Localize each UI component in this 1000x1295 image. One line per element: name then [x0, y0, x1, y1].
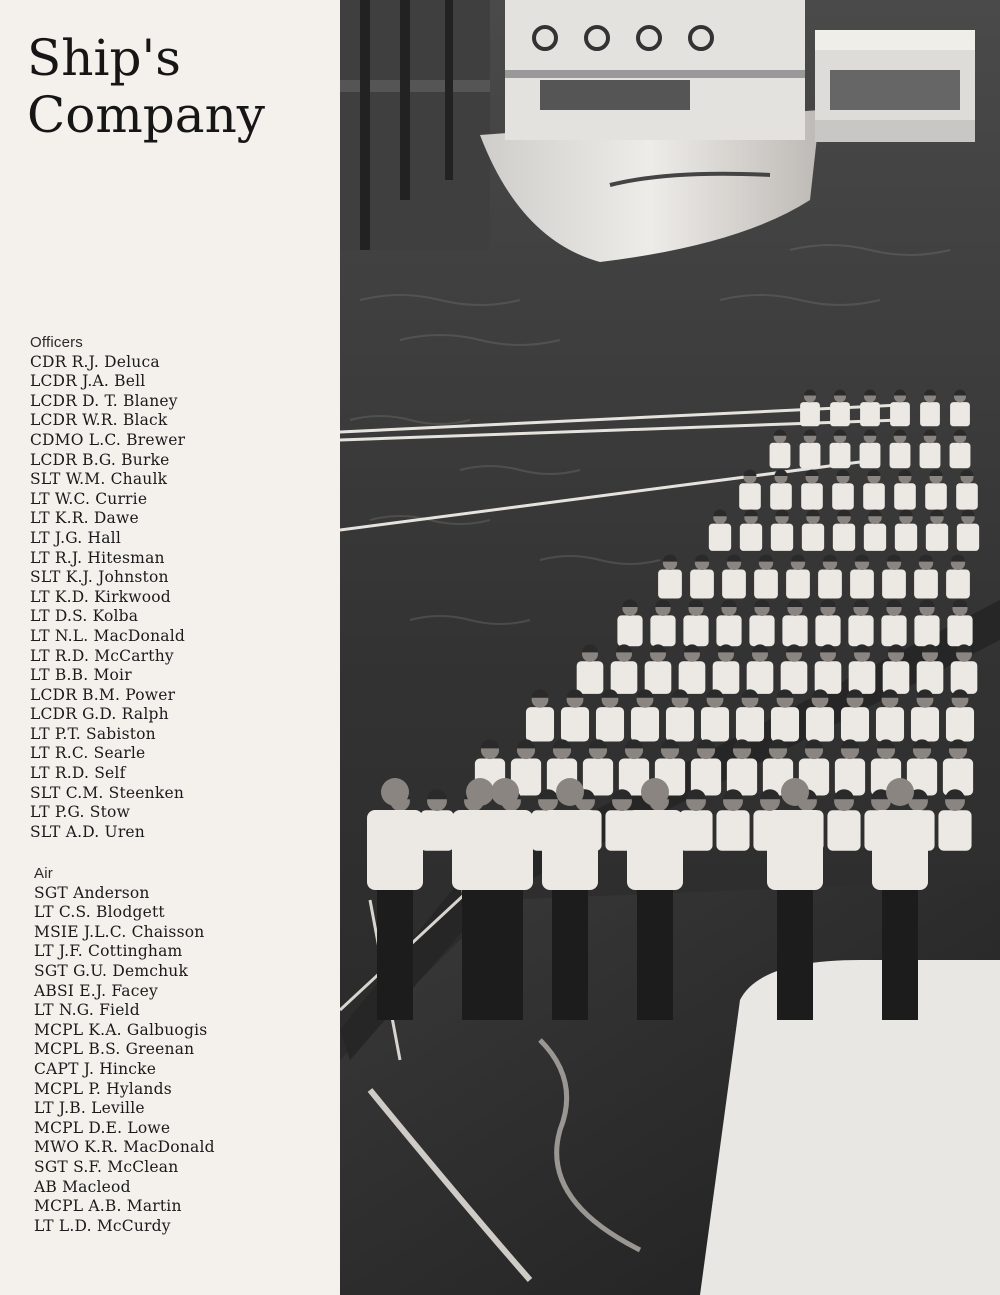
- title-line-2: Company: [27, 86, 266, 144]
- officers-name: LT K.D. Kirkwood: [30, 587, 171, 606]
- officers-name: LT R.D. McCarthy: [30, 646, 174, 665]
- air-name: LT L.D. McCurdy: [34, 1216, 171, 1235]
- air-name: LT C.S. Blodgett: [34, 903, 165, 922]
- title-line-1: Ship's: [27, 29, 181, 87]
- officers-heading: Officers: [30, 334, 84, 351]
- air-name: SGT G.U. Demchuk: [34, 961, 189, 980]
- officers-list: [30, 353, 185, 843]
- officers-name: LCDR W.R. Black: [30, 411, 168, 430]
- officers-name: LT B.B. Moir: [30, 666, 132, 685]
- officers-name: SLT C.M. Steenken: [30, 783, 184, 802]
- air-name: LT J.B. Leville: [34, 1099, 145, 1118]
- officers-name: LCDR J.A. Bell: [30, 372, 146, 391]
- officers-name: CDMO L.C. Brewer: [30, 430, 186, 449]
- air-name: MCPL P. Hylands: [34, 1079, 172, 1098]
- air-name: CAPT J. Hincke: [34, 1059, 157, 1078]
- officers-name: LT D.S. Kolba: [30, 607, 139, 626]
- air-name: MSIE J.L.C. Chaisson: [34, 922, 205, 941]
- air-name: MCPL A.B. Martin: [34, 1197, 182, 1216]
- air-name: AB Macleod: [34, 1177, 131, 1196]
- officers-name: LT R.C. Searle: [30, 744, 146, 763]
- page-title: [27, 30, 265, 144]
- officers-name: LT N.L. MacDonald: [30, 626, 185, 645]
- officers-name: LT J.G. Hall: [30, 528, 121, 547]
- officers-name: SLT W.M. Chaulk: [30, 470, 168, 489]
- officers-name: LCDR B.G. Burke: [30, 450, 170, 469]
- officers-name: LT K.R. Dawe: [30, 509, 139, 528]
- air-roster: [34, 864, 215, 1236]
- air-heading: Air: [34, 865, 53, 882]
- officers-name: LCDR D. T. Blaney: [30, 391, 178, 410]
- air-name: ABSI E.J. Facey: [34, 981, 158, 1000]
- air-name: SGT Anderson: [34, 883, 150, 902]
- officers-name: LCDR B.M. Power: [30, 685, 176, 704]
- officers-name: LT R.D. Self: [30, 764, 126, 783]
- air-name: LT J.F. Cottingham: [34, 942, 183, 961]
- officers-name: LT W.C. Currie: [30, 489, 148, 508]
- officers-name: CDR R.J. Deluca: [30, 352, 160, 371]
- air-list: [34, 884, 215, 1237]
- crew-photograph: [340, 0, 1000, 1295]
- officers-name: LCDR G.D. Ralph: [30, 705, 169, 724]
- ship-superstructure: [700, 960, 1000, 1295]
- air-name: LT N.G. Field: [34, 1001, 140, 1020]
- officers-name: LT R.J. Hitesman: [30, 548, 165, 567]
- officers-roster: [30, 333, 185, 842]
- air-name: MCPL B.S. Greenan: [34, 1040, 195, 1059]
- air-name: MWO K.R. MacDonald: [34, 1138, 215, 1157]
- officers-name: LT P.T. Sabiston: [30, 724, 156, 743]
- officers-name: SLT A.D. Uren: [30, 822, 145, 841]
- moored-vessel-small: [815, 30, 975, 142]
- air-name: SGT S.F. McClean: [34, 1157, 179, 1176]
- air-name: MCPL D.E. Lowe: [34, 1118, 171, 1137]
- ships-company-photo: [340, 0, 1000, 1295]
- officers-name: LT P.G. Stow: [30, 803, 131, 822]
- air-name: MCPL K.A. Galbuogis: [34, 1020, 208, 1039]
- officers-name: SLT K.J. Johnston: [30, 568, 169, 587]
